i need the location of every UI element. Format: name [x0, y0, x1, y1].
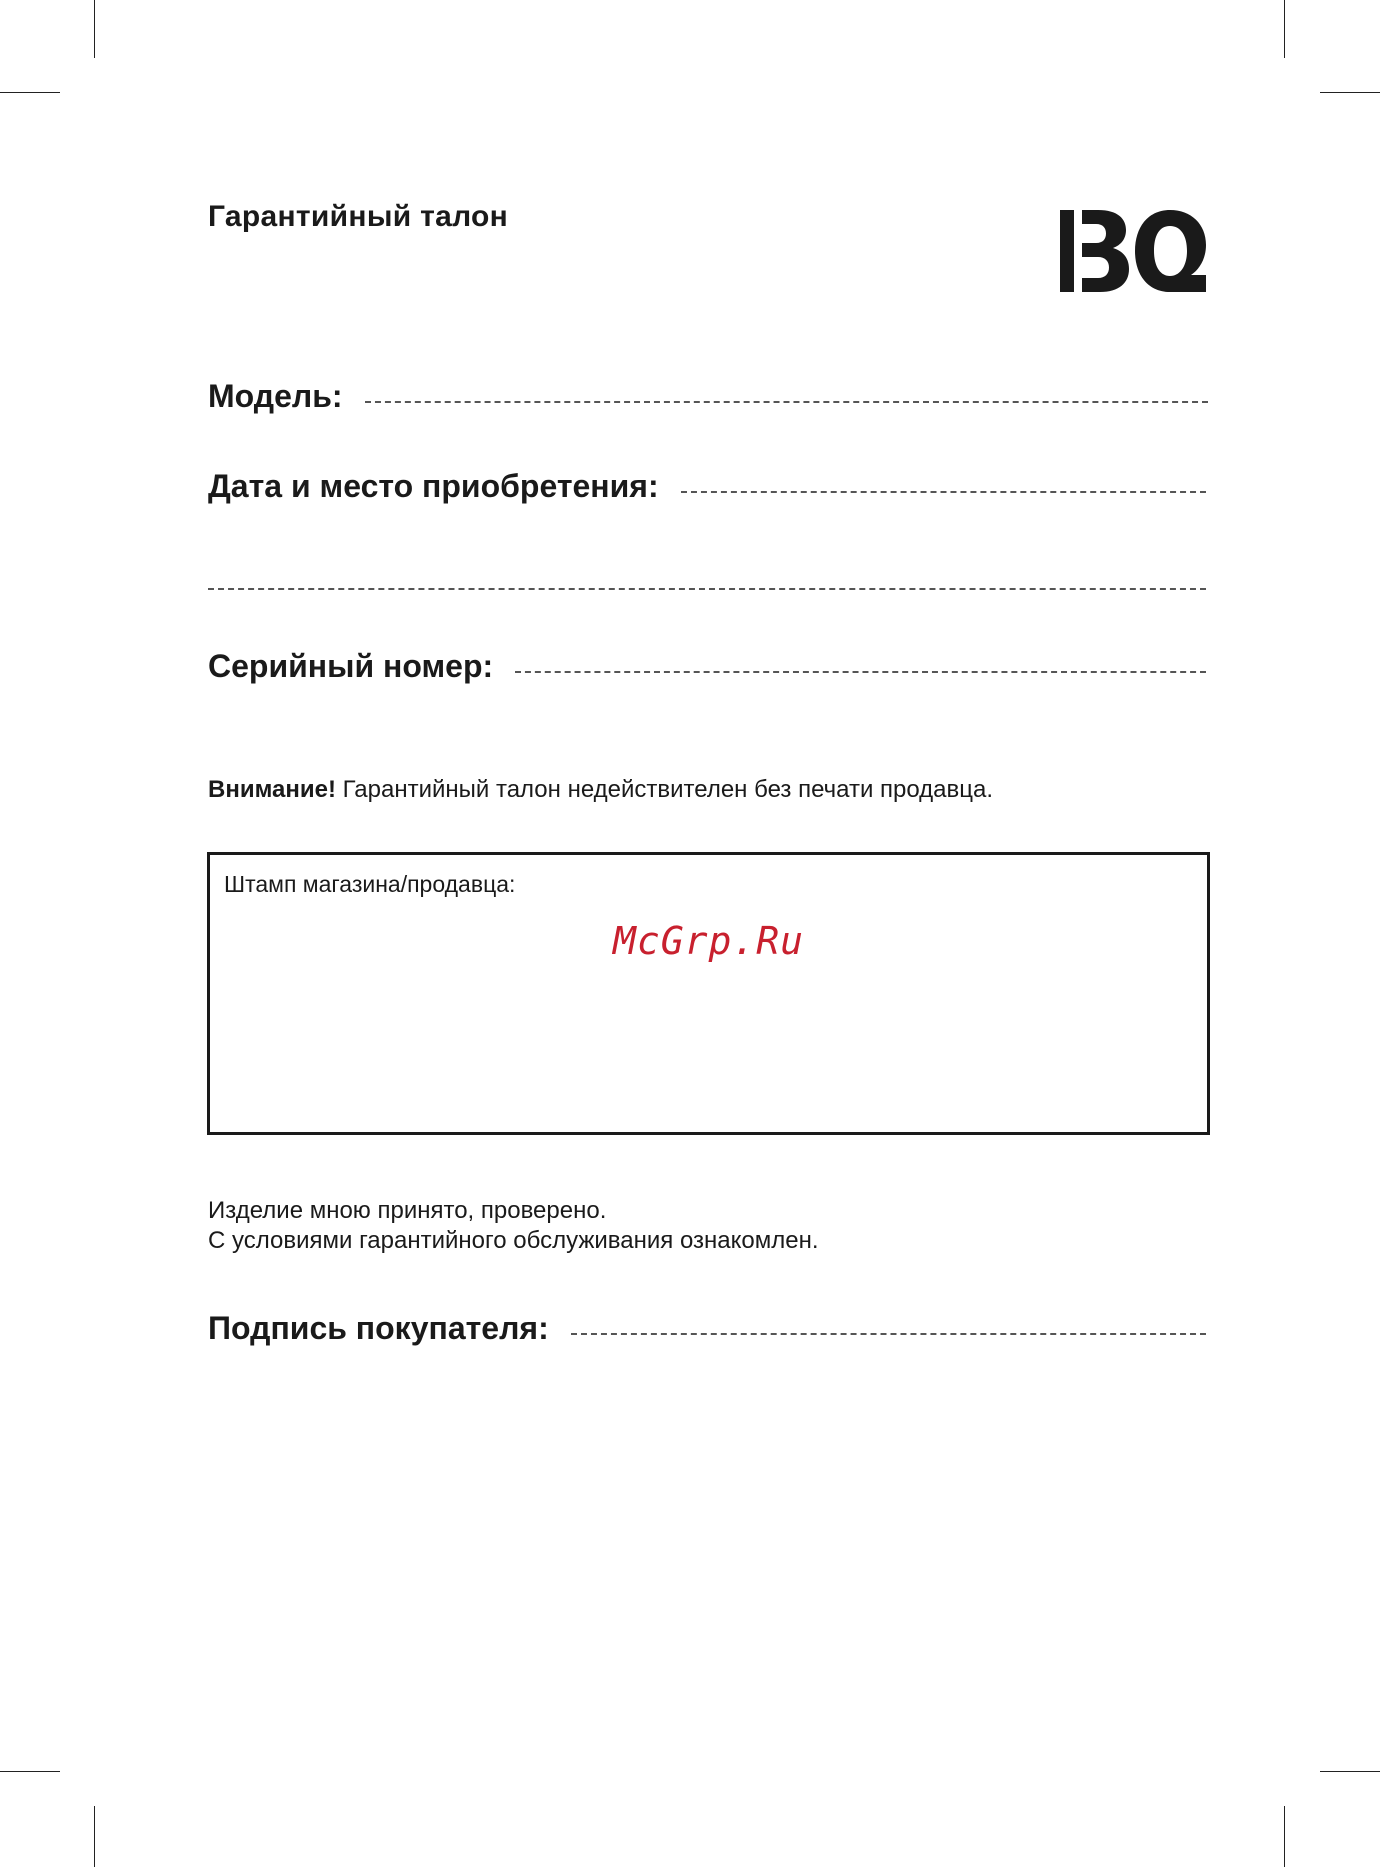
- purchase-label: Дата и место приобретения:: [208, 468, 659, 504]
- bq-logo: [1060, 210, 1206, 292]
- acceptance-text: [208, 1196, 819, 1256]
- model-label: Модель:: [208, 378, 343, 414]
- purchase-input-line-2[interactable]: [208, 588, 1206, 590]
- acceptance-line-2: С условиями гарантийного обслуживания ознакомлен.: [208, 1227, 819, 1254]
- page-title: Гарантийный талон: [208, 200, 509, 233]
- crop-mark: [1320, 92, 1380, 93]
- stamp-box: [207, 852, 1210, 1135]
- signature-field: [208, 1310, 1206, 1347]
- model-field: [208, 378, 1208, 415]
- crop-mark: [1284, 0, 1285, 58]
- attention-notice: [208, 776, 993, 804]
- purchase-input-line[interactable]: [681, 491, 1206, 493]
- crop-mark: [1320, 1771, 1380, 1772]
- serial-input-line[interactable]: [515, 671, 1206, 673]
- signature-input-line[interactable]: [571, 1333, 1206, 1335]
- purchase-field: [208, 468, 1206, 505]
- watermark: McGrp.Ru: [612, 919, 805, 963]
- attention-text: Гарантийный талон недействителен без печати продавца.: [335, 776, 994, 803]
- crop-mark: [1284, 1806, 1285, 1867]
- crop-mark: [94, 0, 95, 58]
- signature-label: Подпись покупателя:: [208, 1310, 549, 1346]
- crop-mark: [0, 92, 60, 93]
- stamp-label: Штамп магазина/продавца:: [224, 871, 516, 897]
- acceptance-line-1: Изделие мною принято, проверено.: [208, 1197, 607, 1224]
- crop-mark: [94, 1806, 95, 1867]
- attention-strong: Внимание!: [208, 776, 336, 803]
- crop-mark: [0, 1771, 60, 1772]
- serial-field: [208, 648, 1206, 685]
- model-input-line[interactable]: [365, 401, 1208, 403]
- serial-label: Серийный номер:: [208, 648, 494, 684]
